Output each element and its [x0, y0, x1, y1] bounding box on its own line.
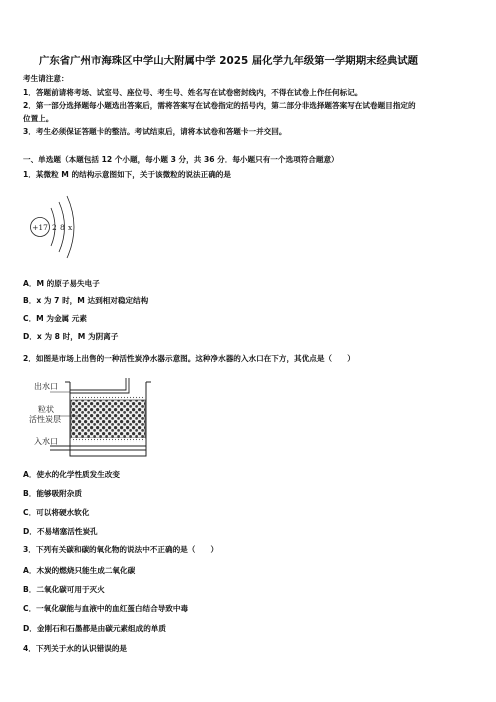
question-3-option-a: A．木炭的燃烧只能生成二氧化碳: [23, 566, 136, 575]
question-3-option-d: D．金刚石和石墨都是由碳元素组成的单质: [23, 624, 166, 633]
notice-heading: 考生请注意：: [23, 74, 69, 83]
question-2-option-b: B．能够吸附杂质: [23, 489, 82, 498]
section-heading: 一、单选题（本题包括 12 个小题，每小题 3 分，共 36 分．每小题只有一个选项符合题意）: [23, 155, 339, 164]
question-3-stem: 3．下列有关碳和碳的氧化物的说法中不正确的是（ ）: [23, 545, 219, 554]
notice-item-2-cont: 位置上。: [23, 114, 54, 123]
shell-2-electrons: 8: [60, 223, 65, 232]
carbon-layer-label-2: 活性炭层: [29, 415, 61, 424]
question-1-option-b: B．x 为 7 时，M 达到相对稳定结构: [23, 296, 149, 305]
question-1-option-d: D．x 为 8 时，M 为阴离子: [23, 332, 119, 341]
question-4-stem: 4．下列关于水的认识错误的是: [23, 644, 128, 653]
atom-structure-diagram: [26, 193, 86, 263]
notice-item-1: 1．答题前请将考场、试室号、座位号、考生号、姓名写在试卷密封线内，不得在试卷上作任何标记。: [23, 88, 363, 97]
question-2-stem: 2．如图是市场上出售的一种活性炭净水器示意图。这种净水器的入水口在下方，其优点是（ ）: [23, 354, 355, 363]
question-2-option-a: A．使水的化学性质发生改变: [23, 470, 121, 479]
carbon-layer-label-1: 粒状: [38, 405, 54, 414]
question-3-option-c: C．一氧化碳能与血液中的血红蛋白结合导致中毒: [23, 604, 189, 613]
water-outlet-label: 出水口: [34, 382, 58, 391]
question-2-option-d: D．不易堵塞活性炭孔: [23, 527, 98, 536]
page-title: 广东省广州市海珠区中学山大附属中学 2025 届化学九年级第一学期期末经典试题: [39, 55, 419, 67]
question-3-option-b: B．二氧化碳可用于灭火: [23, 585, 105, 594]
shell-1-electrons: 2: [52, 223, 57, 232]
question-1-option-a: A．M 的原子易失电子: [23, 279, 100, 288]
question-2-option-c: C．可以将硬水软化: [23, 508, 90, 517]
shell-3-electrons: x: [68, 223, 73, 232]
water-inlet-label: 入水口: [34, 437, 58, 446]
question-1-option-c: C．M 为金属 元素: [23, 314, 87, 323]
nucleus-charge: +17: [32, 223, 48, 232]
notice-item-3: 3．考生必须保证答题卡的整洁。考试结束后，请将本试卷和答题卡一并交回。: [23, 127, 287, 136]
notice-item-2: 2．第一部分选择题每小题选出答案后，需将答案写在试卷指定的括号内，第二部分非选择题答案写在试卷题目指定的: [23, 101, 416, 110]
question-1-stem: 1．某微粒 M 的结构示意图如下，关于该微粒的说法正确的是: [23, 170, 231, 179]
